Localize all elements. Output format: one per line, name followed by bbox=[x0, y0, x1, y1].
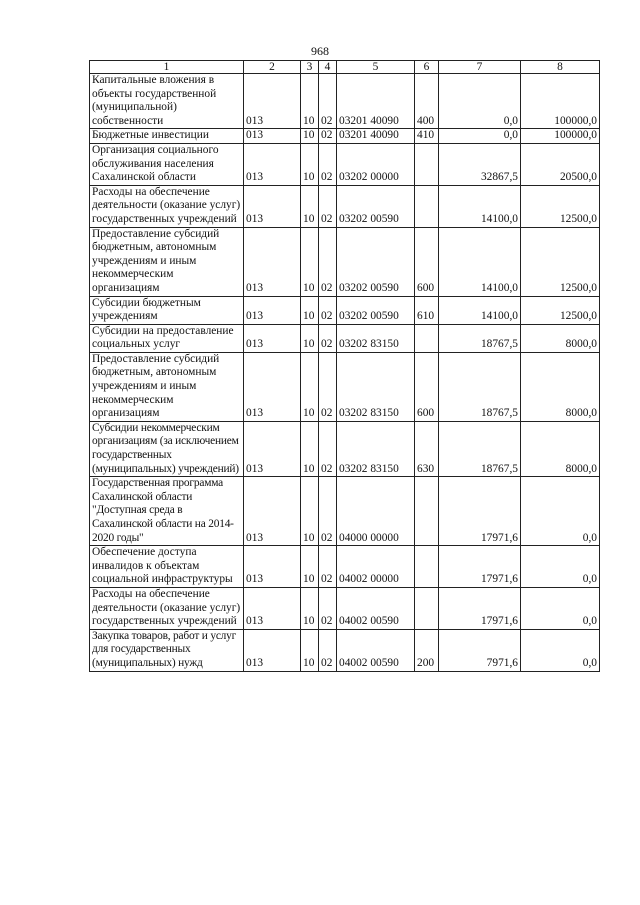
table-row bbox=[90, 143, 600, 185]
cell-ministry: 013 bbox=[244, 352, 301, 421]
col-header-4: 4 bbox=[319, 61, 337, 74]
header-row bbox=[90, 61, 600, 74]
cell-amount-1: 17971,6 bbox=[439, 477, 521, 546]
cell-subsection: 02 bbox=[319, 296, 337, 324]
cell-section: 10 bbox=[301, 74, 319, 129]
table-row bbox=[90, 296, 600, 324]
cell-section: 10 bbox=[301, 324, 319, 352]
cell-ministry: 013 bbox=[244, 629, 301, 671]
col-header-6: 6 bbox=[415, 61, 439, 74]
cell-ministry: 013 bbox=[244, 74, 301, 129]
cell-type: 600 bbox=[415, 227, 439, 296]
budget-table bbox=[89, 60, 600, 672]
row-name: Расходы на обеспечение деятельности (оказание услуг) государственных учреждений bbox=[90, 185, 244, 227]
table-row bbox=[90, 546, 600, 588]
cell-amount-2: 8000,0 bbox=[521, 421, 600, 476]
table-row bbox=[90, 477, 600, 546]
table-row bbox=[90, 421, 600, 476]
cell-subsection: 02 bbox=[319, 129, 337, 144]
cell-subsection: 02 bbox=[319, 352, 337, 421]
row-name: Бюджетные инвестиции bbox=[90, 129, 244, 144]
cell-subsection: 02 bbox=[319, 629, 337, 671]
cell-amount-2: 0,0 bbox=[521, 629, 600, 671]
cell-section: 10 bbox=[301, 352, 319, 421]
row-name: Государственная программа Сахалинской области "Доступная среда в Сахалинской области на 2014-2020 годы" bbox=[90, 477, 244, 546]
cell-type bbox=[415, 185, 439, 227]
cell-subsection: 02 bbox=[319, 227, 337, 296]
cell-target: 03201 40090 bbox=[337, 74, 415, 129]
cell-amount-1: 18767,5 bbox=[439, 421, 521, 476]
cell-target: 03202 00590 bbox=[337, 185, 415, 227]
row-name: Предоставление субсидий бюджетным, автономным учреждениям и иным некоммерческим организациям bbox=[90, 352, 244, 421]
cell-section: 10 bbox=[301, 227, 319, 296]
cell-subsection: 02 bbox=[319, 421, 337, 476]
cell-target: 03202 00000 bbox=[337, 143, 415, 185]
cell-section: 10 bbox=[301, 185, 319, 227]
cell-section: 10 bbox=[301, 477, 319, 546]
cell-section: 10 bbox=[301, 421, 319, 476]
table-row bbox=[90, 227, 600, 296]
cell-target: 03202 83150 bbox=[337, 421, 415, 476]
cell-target: 03202 83150 bbox=[337, 324, 415, 352]
cell-section: 10 bbox=[301, 143, 319, 185]
col-header-3: 3 bbox=[301, 61, 319, 74]
cell-amount-1: 17971,6 bbox=[439, 546, 521, 588]
col-header-5: 5 bbox=[337, 61, 415, 74]
cell-subsection: 02 bbox=[319, 185, 337, 227]
row-name: Закупка товаров, работ и услуг для государственных (муниципальных) нужд bbox=[90, 629, 244, 671]
cell-amount-2: 8000,0 bbox=[521, 324, 600, 352]
cell-amount-2: 100000,0 bbox=[521, 74, 600, 129]
cell-type: 610 bbox=[415, 296, 439, 324]
cell-amount-1: 17971,6 bbox=[439, 587, 521, 629]
cell-type: 410 bbox=[415, 129, 439, 144]
cell-subsection: 02 bbox=[319, 74, 337, 129]
table-row bbox=[90, 129, 600, 144]
cell-ministry: 013 bbox=[244, 546, 301, 588]
cell-amount-1: 14100,0 bbox=[439, 227, 521, 296]
cell-amount-1: 18767,5 bbox=[439, 352, 521, 421]
cell-ministry: 013 bbox=[244, 227, 301, 296]
cell-target: 04002 00000 bbox=[337, 546, 415, 588]
cell-type bbox=[415, 587, 439, 629]
col-header-1: 1 bbox=[90, 61, 244, 74]
cell-section: 10 bbox=[301, 129, 319, 144]
row-name: Расходы на обеспечение деятельности (оказание услуг) государственных учреждений bbox=[90, 587, 244, 629]
cell-ministry: 013 bbox=[244, 587, 301, 629]
cell-amount-2: 8000,0 bbox=[521, 352, 600, 421]
cell-amount-1: 0,0 bbox=[439, 74, 521, 129]
cell-section: 10 bbox=[301, 296, 319, 324]
cell-amount-1: 32867,5 bbox=[439, 143, 521, 185]
cell-type bbox=[415, 477, 439, 546]
table-row bbox=[90, 352, 600, 421]
row-name: Капитальные вложения в объекты государственной (муниципальной) собственности bbox=[90, 74, 244, 129]
row-name: Предоставление субсидий бюджетным, автономным учреждениям и иным некоммерческим организациям bbox=[90, 227, 244, 296]
cell-target: 04002 00590 bbox=[337, 587, 415, 629]
cell-ministry: 013 bbox=[244, 143, 301, 185]
row-name: Организация социального обслуживания населения Сахалинской области bbox=[90, 143, 244, 185]
row-name: Субсидии бюджетным учреждениям bbox=[90, 296, 244, 324]
cell-target: 03202 00590 bbox=[337, 296, 415, 324]
cell-type: 200 bbox=[415, 629, 439, 671]
cell-ministry: 013 bbox=[244, 296, 301, 324]
cell-target: 04002 00590 bbox=[337, 629, 415, 671]
cell-type: 630 bbox=[415, 421, 439, 476]
cell-section: 10 bbox=[301, 629, 319, 671]
cell-subsection: 02 bbox=[319, 143, 337, 185]
cell-subsection: 02 bbox=[319, 587, 337, 629]
table-row bbox=[90, 324, 600, 352]
cell-target: 03202 83150 bbox=[337, 352, 415, 421]
cell-ministry: 013 bbox=[244, 477, 301, 546]
table-row bbox=[90, 587, 600, 629]
cell-section: 10 bbox=[301, 587, 319, 629]
cell-type bbox=[415, 546, 439, 588]
cell-target: 03201 40090 bbox=[337, 129, 415, 144]
cell-amount-2: 100000,0 bbox=[521, 129, 600, 144]
col-header-2: 2 bbox=[244, 61, 301, 74]
cell-amount-1: 18767,5 bbox=[439, 324, 521, 352]
cell-target: 03202 00590 bbox=[337, 227, 415, 296]
cell-type: 600 bbox=[415, 352, 439, 421]
cell-amount-2: 20500,0 bbox=[521, 143, 600, 185]
col-header-8: 8 bbox=[521, 61, 600, 74]
cell-amount-1: 7971,6 bbox=[439, 629, 521, 671]
row-name: Субсидии на предоставление социальных услуг bbox=[90, 324, 244, 352]
col-header-7: 7 bbox=[439, 61, 521, 74]
table-row bbox=[90, 629, 600, 671]
cell-ministry: 013 bbox=[244, 324, 301, 352]
cell-type: 400 bbox=[415, 74, 439, 129]
cell-subsection: 02 bbox=[319, 546, 337, 588]
cell-amount-2: 12500,0 bbox=[521, 185, 600, 227]
cell-amount-1: 14100,0 bbox=[439, 296, 521, 324]
cell-amount-2: 0,0 bbox=[521, 546, 600, 588]
cell-section: 10 bbox=[301, 546, 319, 588]
row-name: Субсидии некоммерческим организациям (за исключением государственных (муниципальных) учреждений) bbox=[90, 421, 244, 476]
cell-amount-1: 0,0 bbox=[439, 129, 521, 144]
table-row bbox=[90, 74, 600, 129]
cell-subsection: 02 bbox=[319, 477, 337, 546]
cell-ministry: 013 bbox=[244, 421, 301, 476]
page-number: 968 bbox=[311, 44, 329, 58]
cell-type bbox=[415, 324, 439, 352]
cell-amount-2: 0,0 bbox=[521, 587, 600, 629]
table-row bbox=[90, 185, 600, 227]
cell-subsection: 02 bbox=[319, 324, 337, 352]
row-name: Обеспечение доступа инвалидов к объектам социальной инфраструктуры bbox=[90, 546, 244, 588]
cell-target: 04000 00000 bbox=[337, 477, 415, 546]
cell-type bbox=[415, 143, 439, 185]
cell-ministry: 013 bbox=[244, 185, 301, 227]
cell-amount-1: 14100,0 bbox=[439, 185, 521, 227]
cell-amount-2: 0,0 bbox=[521, 477, 600, 546]
cell-amount-2: 12500,0 bbox=[521, 227, 600, 296]
cell-ministry: 013 bbox=[244, 129, 301, 144]
cell-amount-2: 12500,0 bbox=[521, 296, 600, 324]
